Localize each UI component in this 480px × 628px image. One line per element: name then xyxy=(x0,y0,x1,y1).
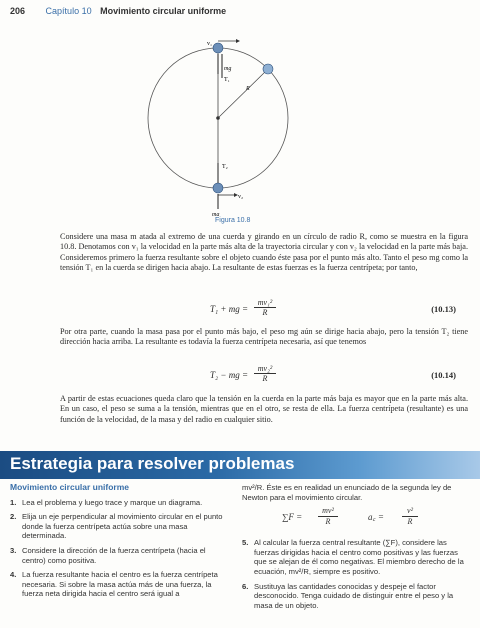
strategy-step xyxy=(10,512,228,541)
step-4-continuation: mv²/R. Éste es en realidad un enunciado de la segunda ley de Newton para el movimiento circular. xyxy=(242,483,452,502)
paragraph-3: A partir de estas ecuaciones queda claro que la tensión en la cuerda en la parte más baja es mayor que en la parte más alta. En un caso, el peso se suma a la tensión, mientras que en el otro, se resta de ella. La fuerza centrípeta (resultante) es una función de la velocidad, de la masa y del radio en cualquier sitio. xyxy=(60,394,468,424)
strategy-step xyxy=(10,498,228,508)
step-number: 2. xyxy=(10,512,17,522)
circular-motion-figure xyxy=(130,36,350,216)
step-text: La fuerza resultante hacia el centro es la fuerza centrípeta necesaria. Si sobre la masa actúa más de una fuerza, la fuerza neta dirigida hacia el centro será igual a xyxy=(22,570,218,599)
figure-caption: Figura 10.8 xyxy=(215,217,251,224)
step-number: 6. xyxy=(242,581,249,591)
step-text: Sustituya las cantidades conocidas y despeje el factor desconocido. Tenga cuidado de distinguir entre el peso y la masa de un objeto. xyxy=(254,581,454,610)
t2-label: T₂ xyxy=(222,164,228,170)
eq1-lhs: T₁ + mg = xyxy=(210,304,249,314)
top-mass xyxy=(213,43,223,53)
radius-label: R xyxy=(246,86,250,92)
strategy-banner xyxy=(0,451,480,479)
acc-denominator: R xyxy=(407,516,413,526)
v1-label: v₁ xyxy=(207,41,213,47)
page-header xyxy=(10,6,226,16)
step-number: 1. xyxy=(10,497,17,507)
force-fraction xyxy=(318,506,338,526)
strategy-heading: Movimiento circular uniforme xyxy=(10,482,130,492)
chapter-title: Movimiento circular uniforme xyxy=(100,6,227,16)
eq2-denominator: R xyxy=(262,374,268,383)
eq2-number: (10.14) xyxy=(431,370,456,380)
strategy-step xyxy=(242,538,472,576)
eq2-numerator: mv₂² xyxy=(254,364,276,374)
v1-arrowhead xyxy=(236,39,240,43)
paragraph-2: Por otra parte, cuando la masa pasa por el punto más bajo, el peso mg aún se dirige hacia abajo, pero la tensión T₂ tiene dirección hacia arriba. La resultante es todavía la fuerza centrípeta necesaria, así que tenemos xyxy=(60,327,468,347)
eq1-denominator: R xyxy=(262,308,268,317)
mg-top-label: mg xyxy=(224,66,232,72)
acc-fraction xyxy=(402,506,418,526)
step-text: Considere la dirección de la fuerza centrípeta (hacia el centro) como positiva. xyxy=(22,545,206,565)
mg-bottom-label: mg xyxy=(212,212,220,216)
banner-title: Estrategia para resolver problemas xyxy=(10,454,295,473)
page-number: 206 xyxy=(10,6,26,16)
step-number: 4. xyxy=(10,570,17,580)
step-text: Al calcular la fuerza central resultante (∑F), considere las fuerzas dirigidas hacia el centro como positivas y las fuerzas que se alejan de él como negativas. El miembro derecho de la ecuación, mv²/R, siempre es positivo. xyxy=(254,538,464,576)
acc-numerator: v² xyxy=(402,506,418,517)
bottom-mass xyxy=(213,183,223,193)
eq2-fraction xyxy=(254,364,276,383)
eq1-number: (10.13) xyxy=(431,304,456,314)
newton-formula xyxy=(242,504,472,534)
force-denominator: R xyxy=(325,516,331,526)
force-numerator: mv² xyxy=(318,506,338,517)
step-number: 5. xyxy=(242,538,249,548)
strategy-step xyxy=(10,546,228,565)
step-number: 3. xyxy=(10,545,17,555)
eq2-lhs: T₂ − mg = xyxy=(210,370,249,380)
t1-label: T₁ xyxy=(224,77,230,83)
strategy-step xyxy=(10,570,228,599)
step-text: Elija un eje perpendicular al movimiento circular en el punto donde la fuerza centrípeta actúa sobre una masa determinada. xyxy=(22,512,223,541)
strategy-step xyxy=(242,582,472,611)
strategy-right-column xyxy=(242,483,472,615)
eq1-numerator: mv₁² xyxy=(254,298,276,308)
chapter-label: Capítulo 10 xyxy=(45,6,92,16)
center-point xyxy=(216,116,220,120)
eq1-fraction xyxy=(254,298,276,317)
v2-label: v₂ xyxy=(238,194,244,200)
sum-force: ∑F = xyxy=(282,512,303,523)
side-mass xyxy=(263,64,273,74)
paragraph-1: Considere una masa m atada al extremo de una cuerda y girando en un círculo de radio R, como se muestra en la figura 10.8. Denotamos con v₁ la velocidad en la parte más alta de la trayectoria circular y con v₂ la velocidad en la parte más baja. Consideremos primero la fuerza resultante sobre el objeto cuando éste pasa por el punto más alto. Tanto el peso mg como la tensión T₁ en la cuerda se dirigen hacia abajo. La resultante de estas fuerzas es la fuerza centrípeta; por tanto, xyxy=(60,232,468,273)
strategy-left-column xyxy=(10,483,228,604)
acceleration: a꜀ = xyxy=(368,512,384,523)
step-text: Lea el problema y luego trace y marque un diagrama. xyxy=(22,497,203,507)
